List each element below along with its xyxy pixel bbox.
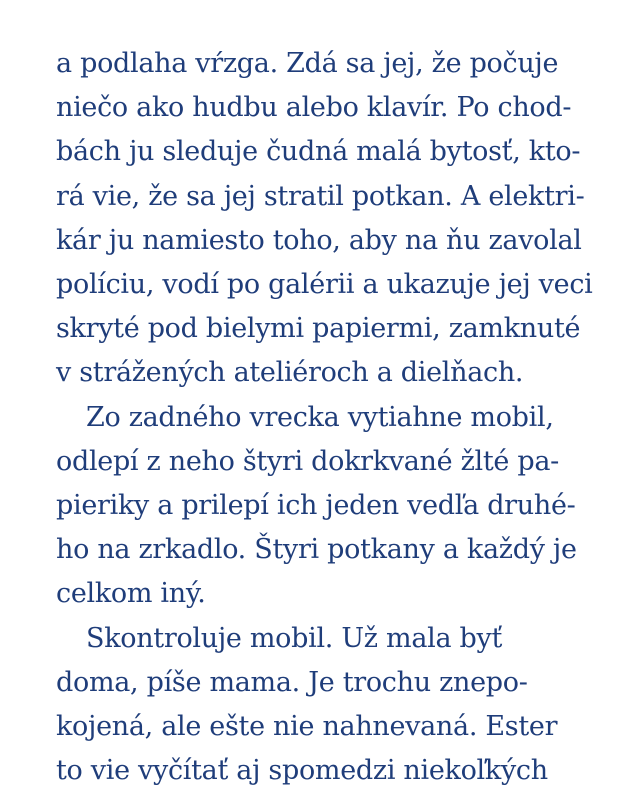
text-line: rá vie, že sa jej stratil potkan. A elektri-: [56, 180, 585, 212]
text-line: kojená, ale ešte nie nahnevaná. Ester: [56, 711, 558, 743]
text-line: a podlaha vŕzga. Zdá sa jej, že počuje: [56, 48, 559, 79]
text-line: bách ju sleduje čudná malá bytosť, kto-: [56, 136, 581, 168]
text-line: celkom iný.: [56, 578, 206, 610]
text-line: odlepí z neho štyri dokrkvané žlté pa-: [56, 445, 559, 477]
text-line: v strážených ateliéroch a dielňach.: [56, 357, 524, 389]
text-line: skryté pod bielymi papiermi, zamknuté: [56, 313, 581, 345]
paragraph-start-line: Zo zadného vrecka vytiahne mobil,: [86, 401, 554, 433]
text-line: doma, píše mama. Je trochu znepo-: [56, 666, 528, 698]
text-line: niečo ako hudbu alebo klavír. Po chod-: [56, 92, 572, 124]
text-line: kár ju namiesto toho, aby na ňu zavolal: [56, 224, 582, 256]
book-page-text: [56, 42, 596, 793]
text-line: to vie vyčítať aj spomedzi niekoľkých: [56, 755, 548, 787]
text-line: pieriky a prilepí ich jeden vedľa druhé-: [56, 490, 576, 522]
paragraph-start-line: Skontroluje mobil. Už mala byť: [86, 622, 503, 654]
text-line: políciu, vodí po galérii a ukazuje jej veci: [56, 269, 593, 301]
text-line: ho na zrkadlo. Štyri potkany a každý je: [56, 534, 577, 566]
